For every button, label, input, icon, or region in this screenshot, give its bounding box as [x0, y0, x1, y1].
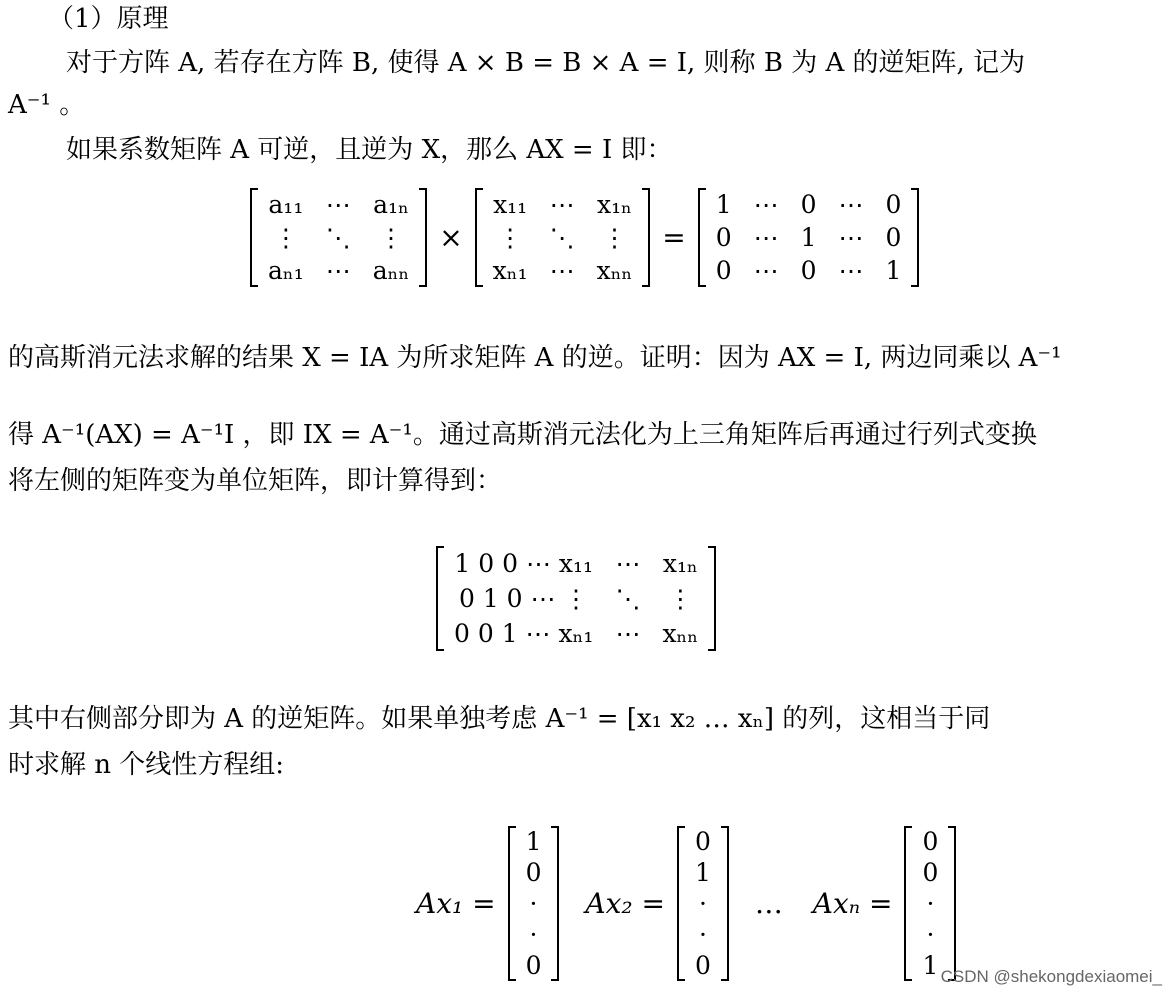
matrix-a-cell: aₙₙ: [372, 256, 410, 285]
identity-matrix-cell: 0: [800, 190, 817, 219]
identity-matrix-cell: ⋯: [753, 190, 779, 219]
identity-matrix-cell: ⋯: [753, 223, 779, 252]
identity-matrix-cell: ⋯: [838, 190, 864, 219]
matrix-a-row: [257, 188, 420, 221]
augmented-matrix-row: [443, 616, 709, 651]
vector-n-cell: ·: [926, 889, 935, 918]
matrix-x-cell: ⋮: [497, 223, 523, 252]
identity-matrix-cell: 0: [885, 223, 902, 252]
augmented-matrix-cell: 0 1 0 ⋯ ⋮: [458, 584, 589, 613]
augmented-matrix-cell: 1 0 0 ⋯ x₁₁: [454, 549, 594, 578]
identity-matrix-cell: ⋯: [838, 223, 864, 252]
inverse-columns-line: 其中右侧部分即为 A 的逆矩阵。如果单独考虑 A⁻¹ = [x₁ x₂ … xₙ] 的列，这相当于同: [8, 704, 991, 734]
matrix-x-cell: ⋯: [549, 256, 575, 285]
unit-vector-n: [904, 826, 956, 981]
matrix-a-cell: ⋯: [325, 190, 351, 219]
vector-1-row: [515, 857, 553, 888]
augmented-result-matrix: [436, 546, 716, 651]
identity-matrix-cell: 1: [800, 223, 817, 252]
matrix-a-cell: ⋱: [325, 223, 351, 252]
vector-n-cell: 0: [922, 858, 939, 887]
vector-2-row: [684, 826, 722, 857]
vector-1-cell: ·: [529, 889, 538, 918]
matrix-a-cell: ⋯: [325, 256, 351, 285]
matrix-x-cell: x₁ₙ: [597, 190, 632, 219]
matrix-x-cell: ⋱: [549, 223, 575, 252]
vector-n-row: [911, 857, 949, 888]
vector-1-row: [515, 888, 553, 919]
matrix-a-row: [257, 254, 420, 287]
augmented-matrix-cell: ⋱: [615, 584, 641, 613]
compute-intro-line: 将左侧的矩阵变为单位矩阵，即计算得到：: [8, 466, 503, 496]
matrix-x-cell: xₙ₁: [492, 256, 528, 285]
matrix-equation-ax-equals-i: [250, 188, 919, 287]
vector-2-cell: ·: [698, 889, 707, 918]
augmented-matrix-cell: 0 0 1 ⋯ xₙ₁: [454, 619, 594, 648]
augmented-matrix-cell: ⋯: [615, 619, 641, 648]
vector-n-cell: ·: [926, 920, 935, 949]
linear-systems-line: 时求解 n 个线性方程组:: [8, 750, 285, 780]
vector-1-row: [515, 919, 553, 950]
vector-2-cell: 1: [694, 858, 711, 887]
identity-matrix-row: [705, 254, 913, 287]
matrix-a: [250, 188, 427, 287]
matrix-a-cell: ⋮: [273, 223, 299, 252]
invertible-statement: 如果系数矩阵 A 可逆，且逆为 X，那么 AX = I 即：: [66, 135, 673, 165]
vector-1-cell: 0: [525, 951, 542, 980]
vector-2-row: [684, 857, 722, 888]
equals-operator: =: [662, 221, 686, 254]
vector-1-cell: 1: [525, 827, 542, 856]
matrix-a-cell: a₁ₙ: [373, 190, 409, 219]
matrix-x: [475, 188, 651, 287]
vector-1-cell: ·: [529, 920, 538, 949]
matrix-x-cell: x₁₁: [493, 190, 528, 219]
vector-n-cell: 1: [922, 951, 939, 980]
augmented-matrix: [436, 546, 716, 651]
lhs-ax2: Ax₂ =: [585, 887, 666, 920]
vector-1-cell: 0: [525, 858, 542, 887]
augmented-matrix-cell: xₙₙ: [662, 619, 699, 648]
lhs-axn: Axₙ =: [812, 887, 893, 920]
augmented-matrix-cell: ⋯: [615, 549, 641, 578]
identity-matrix-cell: 1: [715, 190, 732, 219]
ellipsis: …: [754, 887, 783, 920]
times-operator: ×: [439, 221, 463, 254]
vector-2-row: [684, 888, 722, 919]
identity-matrix-cell: 1: [885, 256, 902, 285]
section-heading: （1）原理: [48, 4, 169, 34]
matrix-x-row: [482, 221, 644, 254]
matrix-x-cell: xₙₙ: [596, 256, 633, 285]
vector-n-cell: 0: [922, 827, 939, 856]
augmented-matrix-cell: ⋮: [667, 584, 693, 613]
identity-matrix-cell: 0: [800, 256, 817, 285]
vector-2-cell: ·: [698, 920, 707, 949]
definition-line-1: 对于方阵 A, 若存在方阵 B, 使得 A × B = B × A = I, 则称 B 为 A 的逆矩阵, 记为: [66, 48, 1026, 78]
matrix-x-row: [482, 254, 644, 287]
identity-matrix-cell: 0: [885, 190, 902, 219]
matrix-a-row: [257, 221, 420, 254]
vector-n-row: [911, 826, 949, 857]
identity-matrix-row: [705, 188, 913, 221]
augmented-matrix-row: [443, 581, 709, 616]
vector-1-row: [515, 826, 553, 857]
vector-2-cell: 0: [694, 951, 711, 980]
lhs-ax1: Ax₁ =: [416, 887, 496, 920]
matrix-x-row: [482, 188, 644, 221]
unit-vector-2: [677, 826, 729, 981]
identity-matrix-cell: ⋯: [838, 256, 864, 285]
proof-line: 得 A⁻¹(AX) = A⁻¹I ，即 IX = A⁻¹。通过高斯消元法化为上三角矩阵后再通过行列式变换: [8, 420, 1037, 450]
gauss-result-line: 的高斯消元法求解的结果 X = IA 为所求矩阵 A 的逆。证明：因为 AX = I, 两边同乘以 A⁻¹: [8, 343, 1062, 373]
matrix-x-cell: ⋯: [549, 190, 575, 219]
identity-matrix-cell: 0: [715, 256, 732, 285]
definition-line-2: A⁻¹ 。: [8, 90, 86, 120]
augmented-matrix-cell: x₁ₙ: [662, 549, 698, 578]
csdn-watermark: CSDN @shekongdexiaomei_: [940, 967, 1162, 986]
matrix-x-cell: ⋮: [601, 223, 627, 252]
unit-vector-1: [508, 826, 560, 981]
identity-matrix-cell: ⋯: [753, 256, 779, 285]
matrix-a-cell: aₙ₁: [268, 256, 304, 285]
identity-matrix-row: [705, 221, 913, 254]
vector-2-row: [684, 919, 722, 950]
augmented-matrix-row: [443, 546, 709, 581]
column-systems-equation: [412, 826, 956, 981]
vector-n-row: [911, 888, 949, 919]
matrix-a-cell: ⋮: [378, 223, 404, 252]
identity-matrix-cell: 0: [715, 223, 732, 252]
vector-2-row: [684, 950, 722, 981]
identity-matrix: [698, 188, 920, 287]
vector-2-cell: 0: [694, 827, 711, 856]
matrix-a-cell: a₁₁: [268, 190, 304, 219]
vector-1-row: [515, 950, 553, 981]
vector-n-row: [911, 919, 949, 950]
